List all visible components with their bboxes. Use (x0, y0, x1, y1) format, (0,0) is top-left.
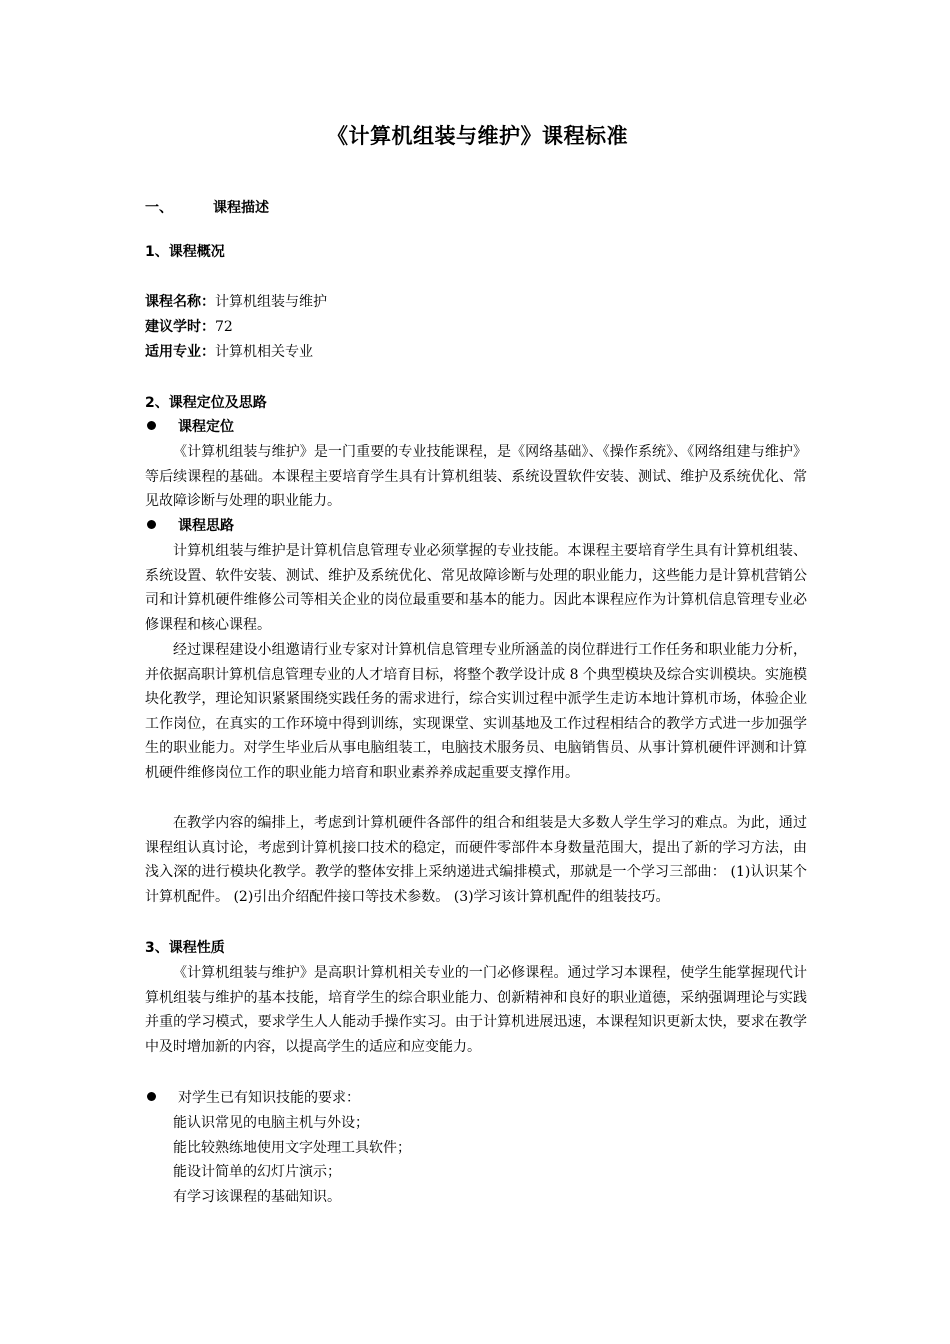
paragraph-positioning: 《计算机组装与维护》是一门重要的专业技能课程，是《网络基础》、《操作系统》、《网络组建与维护》等后续课程的基础。本课程主要培育学生具有计算机组装、系统设置软件安装、测试、维护及系统优化、常见故障诊断与处理的职业能力。 (145, 444, 807, 510)
subheading-course-overview: 1、课程概况 (145, 244, 225, 260)
list-item: 有学习该课程的基础知识。 (173, 1188, 341, 1205)
section-number: 一、 (145, 200, 173, 216)
requirements-heading-label: 对学生已有知识技能的要求： (178, 1090, 360, 1106)
section-heading-course-description (145, 196, 269, 220)
section-label: 课程描述 (213, 200, 269, 216)
paragraph-approach-3: 在教学内容的编排上，考虑到计算机硬件各部件的组合和组装是大多数人学生学习的难点。为此，通过课程组认真讨论，考虑到计算机接口技术的稳定，而硬件零部件本身数量范围大，提出了新的学习方法，由浅入深的进行模块化教学。教学的整体安排上采纳递进式编排模式，那就是一个学习三部曲： (1)认识某个计算机配件。 (2)引出介绍配件接口等技术参数。 (3)学习该计算机配件的组装技巧。 (145, 815, 807, 905)
bullet-icon (147, 421, 156, 430)
info-value: 计算机相关专业 (215, 344, 313, 360)
subheading-course-nature: 3、课程性质 (145, 940, 225, 956)
list-item: 能比较熟练地使用文字处理工具软件； (173, 1139, 411, 1156)
paragraph-approach-2: 经过课程建设小组邀请行业专家对计算机信息管理专业所涵盖的岗位群进行工作任务和职业能力分析，并依据高职计算机信息管理专业的人才培育目标，将整个教学设计成 8 个典型模块及综合实训模块。实施模块化教学，理论知识紧紧围绕实践任务的需求进行，综合实训过程中派学生走访本地计算机市场，体验企业工作岗位，在真实的工作环境中得到训练，实现课堂、实训基地及工作过程相结合的教学方式进一步加强学生的职业能力。对学生毕业后从事电脑组装工，电脑技术服务员、电脑销售员、从事计算机硬件评测和计算机硬件维修岗位工作的职业能力培育和职业素养养成起重要支撑作用。 (145, 642, 807, 781)
bullet-heading-approach (145, 514, 234, 538)
requirements-list (173, 1111, 411, 1209)
list-item: 能设计简单的幻灯片演示； (173, 1164, 341, 1181)
info-value: 计算机组装与维护 (215, 294, 327, 310)
bullet-icon (147, 1092, 156, 1101)
subheading-positioning-approach: 2、课程定位及思路 (145, 395, 267, 411)
info-value: 72 (215, 319, 233, 335)
paragraph-course-nature: 《计算机组装与维护》是高职计算机相关专业的一门必修课程。通过学习本课程，使学生能掌握现代计算机组装与维护的基本技能，培育学生的综合职业能力、创新精神和良好的职业道德，采纳强调理论与实践并重的学习模式，要求学生人人能动手操作实习。由于计算机进展迅速，本课程知识更新太快，要求在教学中及时增加新的内容，以提高学生的适应和应变能力。 (145, 965, 807, 1055)
paragraph-approach-1: 计算机组装与维护是计算机信息管理专业必须掌握的专业技能。本课程主要培育学生具有计算机组装、系统设置、软件安装、测试、维护及系统优化、常见故障诊断与处理的职业能力，这些能力是计算机营销公司和计算机硬件维修公司等相关企业的岗位最重要和基本的能力。因此本课程应作为计算机信息管理专业必修课程和核心课程。 (145, 543, 807, 633)
info-hours (145, 315, 233, 339)
info-key: 适用专业： (145, 344, 215, 360)
bullet-icon (147, 520, 156, 529)
info-course-name (145, 290, 327, 314)
info-major (145, 340, 313, 364)
bullet-heading-label: 课程定位 (178, 419, 234, 435)
info-key: 建议学时： (145, 319, 215, 335)
bullet-heading-label: 课程思路 (178, 518, 234, 534)
bullet-requirements-heading (145, 1086, 360, 1110)
list-item: 能认识常见的电脑主机与外设； (173, 1115, 369, 1131)
info-key: 课程名称： (145, 294, 215, 310)
bullet-heading-positioning (145, 415, 234, 439)
document-title: 《计算机组装与维护》课程标准 (327, 124, 628, 148)
